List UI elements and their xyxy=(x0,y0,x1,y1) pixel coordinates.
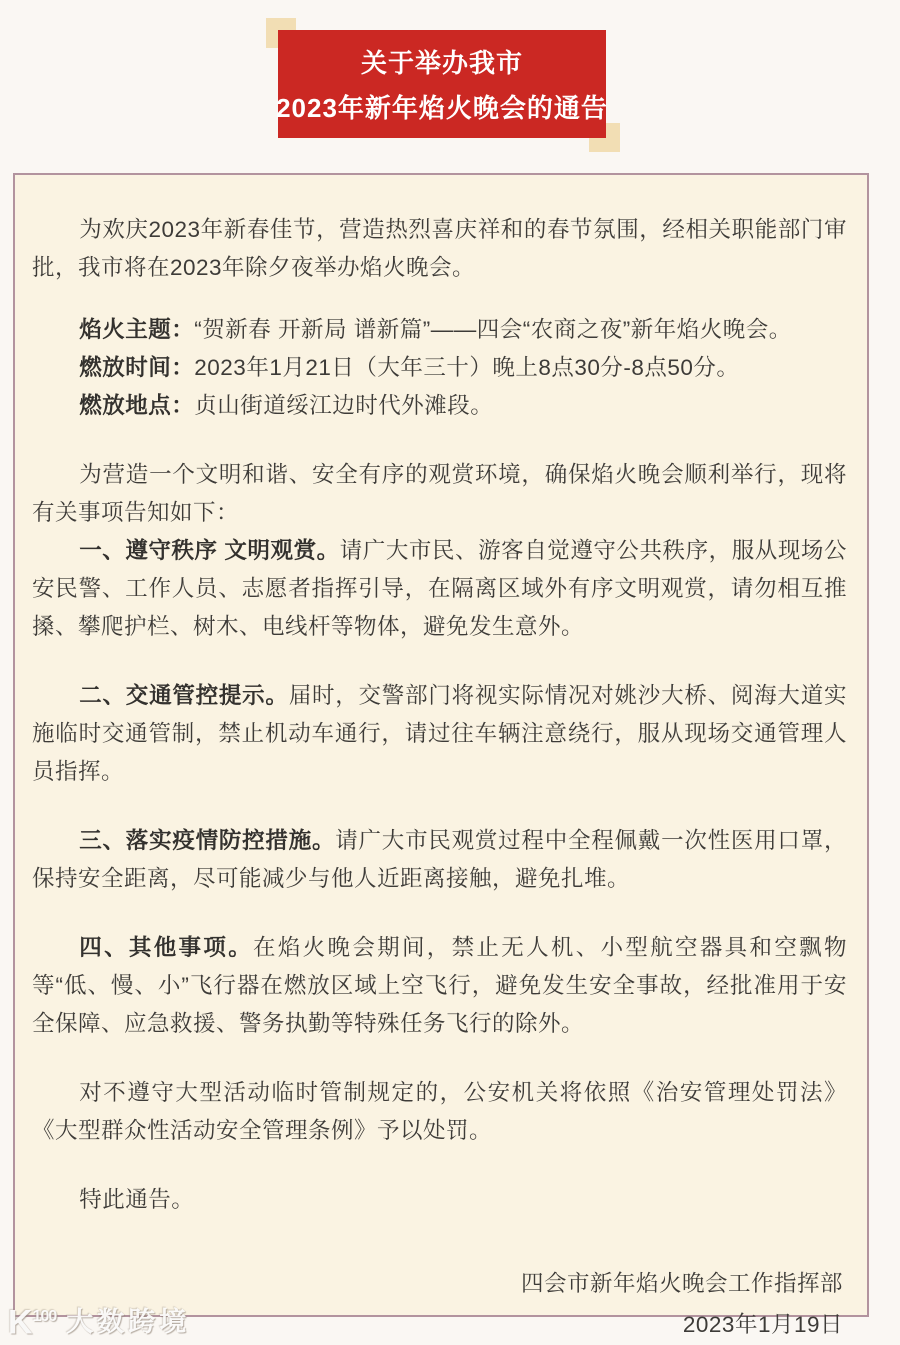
section-2-heading: 二、交通管控提示。 xyxy=(79,683,289,708)
detail-theme-label: 焰火主题： xyxy=(79,317,195,342)
detail-location-value: 贞山街道绥江边时代外滩段。 xyxy=(194,393,494,418)
watermark-logo-icon: $K^{100}$ xyxy=(8,1303,57,1341)
detail-location-label: 燃放地点： xyxy=(79,393,195,418)
section-4-heading: 四、其他事项。 xyxy=(79,935,254,960)
section-1-text: 请广大市民、游客自觉遵守公共秩序，服从现场公安民警、工作人员、志愿者指挥引导，在隔离区域外有序文明观赏，请勿相互推搡、攀爬护栏、树木、电线杆等物体，避免发生意外。 xyxy=(32,538,847,639)
watermark-text: 大数跨境 xyxy=(66,1307,191,1337)
signature-date: 2023年1月19日 xyxy=(682,1312,843,1337)
detail-theme-value: “贺新春 开新局 谱新篇”——四会“农商之夜”新年焰火晚会。 xyxy=(194,317,792,342)
section-4-text: 在焰火晚会期间，禁止无人机、小型航空器具和空飘物等“低、慢、小”飞行器在燃放区域上空飞行，避免发生安全事故，经批准用于安全保障、应急救援、警务执勤等特殊任务飞行的除外。 xyxy=(32,935,847,1036)
event-details xyxy=(32,311,847,425)
banner-title-line-2: 2023年新年焰火晚会的通告 xyxy=(276,92,608,123)
notice-title-banner xyxy=(278,30,606,138)
detail-location xyxy=(32,387,847,425)
closing-line: 特此通告。 xyxy=(79,1187,195,1212)
detail-time-label: 燃放时间： xyxy=(79,355,195,380)
section-4-other xyxy=(32,929,847,1043)
preamble-paragraph: 为营造一个文明和谐、安全有序的观赏环境，确保焰火晚会顺利举行，现将有关事项告知如下： xyxy=(32,462,847,525)
detail-time xyxy=(32,349,847,387)
penalty-paragraph: 对不遵守大型活动临时管制规定的，公安机关将依照《治安管理处罚法》《大型群众性活动安全管理条例》予以处罚。 xyxy=(32,1080,847,1143)
section-3-epidemic xyxy=(32,822,847,898)
section-3-text: 请广大市民观赏过程中全程佩戴一次性医用口罩，保持安全距离，尽可能减少与他人近距离接触，避免扎堆。 xyxy=(32,828,847,891)
section-2-text: 届时，交警部门将视实际情况对姚沙大桥、阅海大道实施临时交通管制，禁止机动车通行，请过往车辆注意绕行，服从现场交通管理人员指挥。 xyxy=(32,683,847,784)
section-3-heading: 三、落实疫情防控措施。 xyxy=(79,828,336,853)
signature-org: 四会市新年焰火晚会工作指挥部 xyxy=(520,1271,843,1296)
section-1-order xyxy=(32,532,847,646)
detail-theme xyxy=(32,311,847,349)
section-2-traffic xyxy=(32,677,847,791)
intro-paragraph: 为欢庆2023年新春佳节，营造热烈喜庆祥和的春节氛围，经相关职能部门审批，我市将在2023年除夕夜举办焰火晚会。 xyxy=(32,217,847,280)
detail-time-value: 2023年1月21日（大年三十）晚上8点30分-8点50分。 xyxy=(194,355,740,380)
banner-title-line-1: 关于举办我市 xyxy=(360,48,523,79)
section-1-heading: 一、遵守秩序 文明观赏。 xyxy=(79,538,340,563)
watermark xyxy=(8,1302,191,1341)
